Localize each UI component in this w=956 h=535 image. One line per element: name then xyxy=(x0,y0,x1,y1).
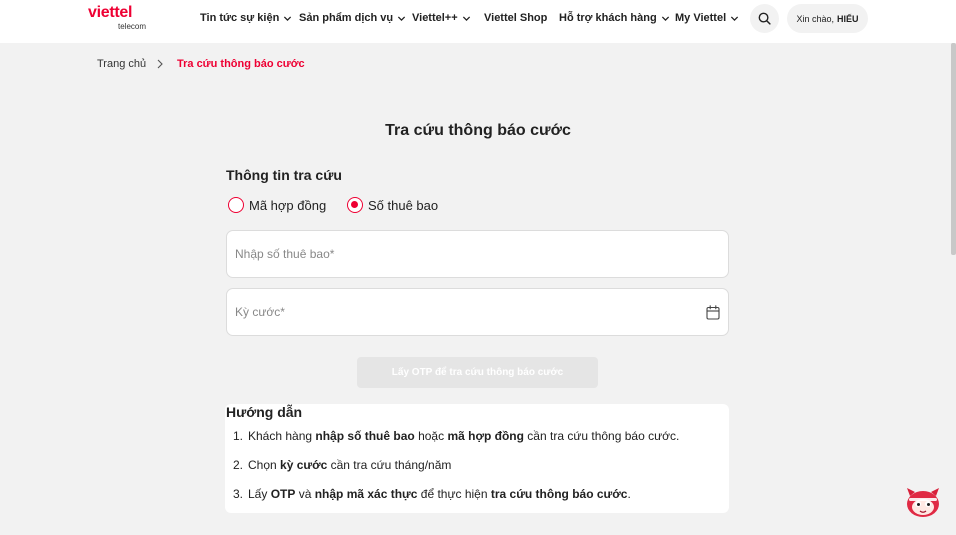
billing-period-field[interactable] xyxy=(226,288,729,336)
step-text: cần tra cứu tháng/năm xyxy=(327,458,452,472)
step-text: hoặc xyxy=(414,429,448,443)
chevron-down-icon xyxy=(462,14,471,23)
chevron-down-icon xyxy=(397,14,406,23)
calendar-icon[interactable] xyxy=(706,305,720,320)
radio-subscriber-number[interactable] xyxy=(347,195,438,215)
nav-label: Sản phẩm dịch vụ xyxy=(299,12,394,24)
step-bold: OTP xyxy=(270,487,296,501)
search-button[interactable] xyxy=(750,4,779,33)
search-icon xyxy=(758,12,771,25)
step-text: và xyxy=(295,487,315,501)
section-title: Thông tin tra cứu xyxy=(226,167,342,183)
radio-label: Mã hợp đồng xyxy=(249,197,327,213)
billing-period-input[interactable] xyxy=(235,305,695,319)
nav-viettel-shop[interactable] xyxy=(484,0,547,36)
step-bold: tra cứu thông báo cước xyxy=(490,487,628,501)
nav-tin-tuc-su-kien[interactable] xyxy=(200,0,292,36)
logo-sub: telecom xyxy=(118,22,147,31)
breadcrumb-home[interactable]: Trang chủ xyxy=(97,58,147,70)
radio-circle xyxy=(228,197,244,213)
nav-san-pham-dich-vu[interactable] xyxy=(299,0,406,36)
subscriber-number-input[interactable] xyxy=(235,247,695,261)
step-text: Chọn xyxy=(248,458,281,472)
get-otp-button[interactable]: Lấy OTP để tra cứu thông báo cước xyxy=(357,357,598,388)
step-number: 2. xyxy=(233,458,244,472)
viettel-logo[interactable] xyxy=(88,5,152,33)
chevron-down-icon xyxy=(661,14,670,23)
greeting-name: HIẾU xyxy=(837,13,859,24)
step-bold: nhập mã xác thực xyxy=(314,487,418,501)
logo-brand: viettel xyxy=(88,4,133,21)
step-number: 3. xyxy=(233,487,244,501)
nav-label: Viettel++ xyxy=(412,12,458,24)
guide-step-1 xyxy=(233,429,679,443)
site-header xyxy=(0,0,956,43)
step-number: 1. xyxy=(233,429,244,443)
page-scrollbar[interactable] xyxy=(951,43,956,255)
guide-step-3 xyxy=(233,487,631,501)
mascot-icon[interactable] xyxy=(904,484,942,520)
nav-ho-tro-khach-hang[interactable] xyxy=(559,0,670,36)
guide-step-2 xyxy=(233,458,451,472)
chevron-right-icon xyxy=(155,58,165,70)
chevron-down-icon xyxy=(730,14,739,23)
radio-circle-selected xyxy=(347,197,363,213)
step-bold: nhập số thuê bao xyxy=(315,429,415,443)
radio-contract-code[interactable] xyxy=(228,195,326,215)
subscriber-number-field[interactable] xyxy=(226,230,729,278)
radio-label: Số thuê bao xyxy=(368,197,439,213)
page-title: Tra cứu thông báo cước xyxy=(385,122,571,139)
step-text: Lấy xyxy=(248,487,271,501)
step-text: . xyxy=(627,487,631,501)
greeting-prefix: Xin chào, xyxy=(796,13,834,24)
step-text: để thực hiện xyxy=(417,487,491,501)
step-text: Khách hàng xyxy=(248,429,316,443)
nav-label: Viettel Shop xyxy=(484,12,548,24)
chevron-down-icon xyxy=(283,14,292,23)
breadcrumb-current: Tra cứu thông báo cước xyxy=(177,58,305,70)
step-bold: kỳ cước xyxy=(280,458,328,472)
nav-my-viettel[interactable] xyxy=(675,0,739,36)
account-greeting-button[interactable] xyxy=(787,4,868,33)
nav-label: My Viettel xyxy=(675,12,727,24)
step-bold: mã hợp đồng xyxy=(447,429,524,443)
guide-card xyxy=(225,404,729,513)
nav-viettel-plus[interactable] xyxy=(412,0,471,36)
nav-label: Hỗ trợ khách hàng xyxy=(559,12,657,24)
guide-title: Hướng dẫn xyxy=(226,404,303,420)
step-text: cần tra cứu thông báo cước. xyxy=(523,429,680,443)
nav-label: Tin tức sự kiện xyxy=(200,12,280,24)
